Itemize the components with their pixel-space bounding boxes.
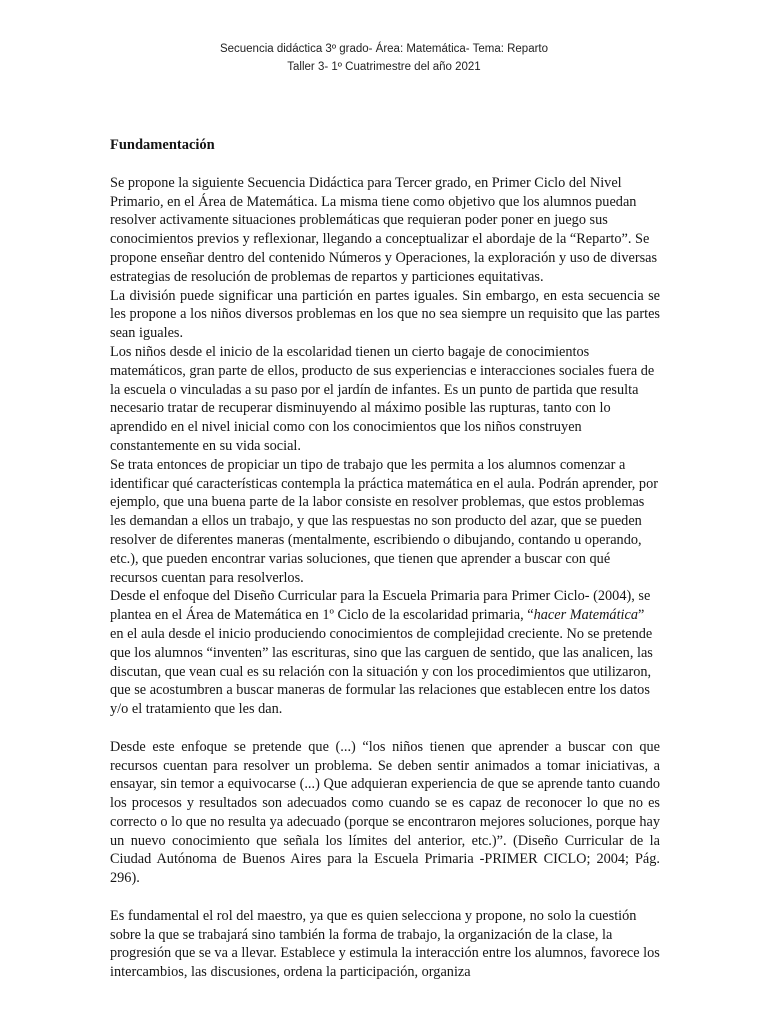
paragraph-4: Se trata entonces de propiciar un tipo de trabajo que les permita a los alumnos comenzar a identificar qué características contempla la práctica matemática en el aula. Podrán aprender, por ejemplo, que una buena parte de la labor consiste en resolver problemas, que estos problemas les demandan a ellos un trabajo, y que las respuestas no son producto del azar, que se pueden resolver de diferentes maneras (mentalmente, escribiendo o dibujando, contando u operando, etc.), que pueden encontrar varias soluciones, que tienen que aprender a buscar con qué recursos cuentan para resolverlos. [110, 456, 658, 586]
paragraph-5-start: Desde el enfoque del Diseño Curricular para la Escuela Primaria para Primer Ciclo- (2004), se plantea en el Área de Matemática en 1º Ciclo de la escolaridad primaria, “ [110, 588, 651, 624]
paragraph-1: Se propone la siguiente Secuencia Didáctica para Tercer grado, en Primer Ciclo del Nivel Primario, en el Área de Matemática. La misma tiene como objetivo que los alumnos puedan resolver activamente situaciones problemáticas que requieran poder poner en juego sus conocimientos previos y reflexionar, llegando a conceptualizar el abordaje de la “Reparto”. Se propone enseñar dentro del contenido Números y Operaciones, la exploración y uso de diversas estrategias de resolución de problemas de repartos y particiones equitativas. [110, 174, 658, 285]
paragraph-5 [110, 587, 660, 719]
header-line-1: Secuencia didáctica 3º grado- Área: Matemática- Tema: Reparto [219, 43, 549, 55]
document-body [110, 136, 660, 982]
paragraph-7: Es fundamental el rol del maestro, ya que es quien selecciona y propone, no solo la cuestión sobre la que se trabajará sino también la forma de trabajo, la organización de la clase, la progresión que se va a llevar. Establece y estimula la interacción entre los alumnos, favorece los intercambios, las discusiones, ordena la participación, organiza [110, 907, 660, 981]
section-heading: Fundamentación [110, 137, 215, 153]
header-line-2: Taller 3- 1º Cuatrimestre del año 2021 [287, 61, 481, 73]
paragraph-3: Los niños desde el inicio de la escolaridad tienen un cierto bagaje de conocimientos matemáticos, gran parte de ellos, producto de sus experiencias e interacciones sociales fuera de la escuela o vinculadas a su paso por el jardín de infantes. Es un punto de partida que resulta necesario tratar de recuperar disminuyendo al máximo posible las rupturas, tanto con lo aprendido en el nivel inicial como con los conocimientos que los niños construyen constantemente en su vida social. [110, 343, 655, 454]
paragraph-5-end: ” en el aula desde el inicio produciendo conocimientos de complejidad creciente. No se pretende que los alumnos “inventen” las escrituras, sino que las carguen de sentido, que las analicen, las discutan, que vean cual es su relación con la situación y con los procedimientos que utilizaron, que se acostumbren a buscar maneras de formular las relaciones que establecen entre los datos y/o el tratamiento que les dan. [110, 607, 653, 718]
paragraph-5-italic: hacer Matemática [533, 607, 639, 624]
paragraph-2: La división puede significar una partición en partes iguales. Sin embargo, en esta secuencia se les propone a los niños diversos problemas en los que no sea siempre un requisito que las partes sean iguales. [110, 287, 660, 342]
paragraph-6: Desde este enfoque se pretende que (...) “los niños tienen que aprender a buscar con que recursos cuentan para resolver un problema. Se deben sentir animados a tomar iniciativas, a ensayar, sin temor a equivocarse (...) Que adquieran experiencia de que se aprende tanto cuando los procesos y resultados son adecuados como cuando se es capaz de reconocer lo que no es correcto o lo que no resulta ya adecuado (porque se encontraron mejores soluciones, porque hay un nuevo conocimiento que señala los límites del anterior, etc.)”. (Diseño Curricular de la Ciudad Autónoma de Buenos Aires para la Escuela Primaria -PRIMER CICLO; 2004; Pág. 296). [110, 738, 660, 887]
document-header [0, 40, 768, 76]
